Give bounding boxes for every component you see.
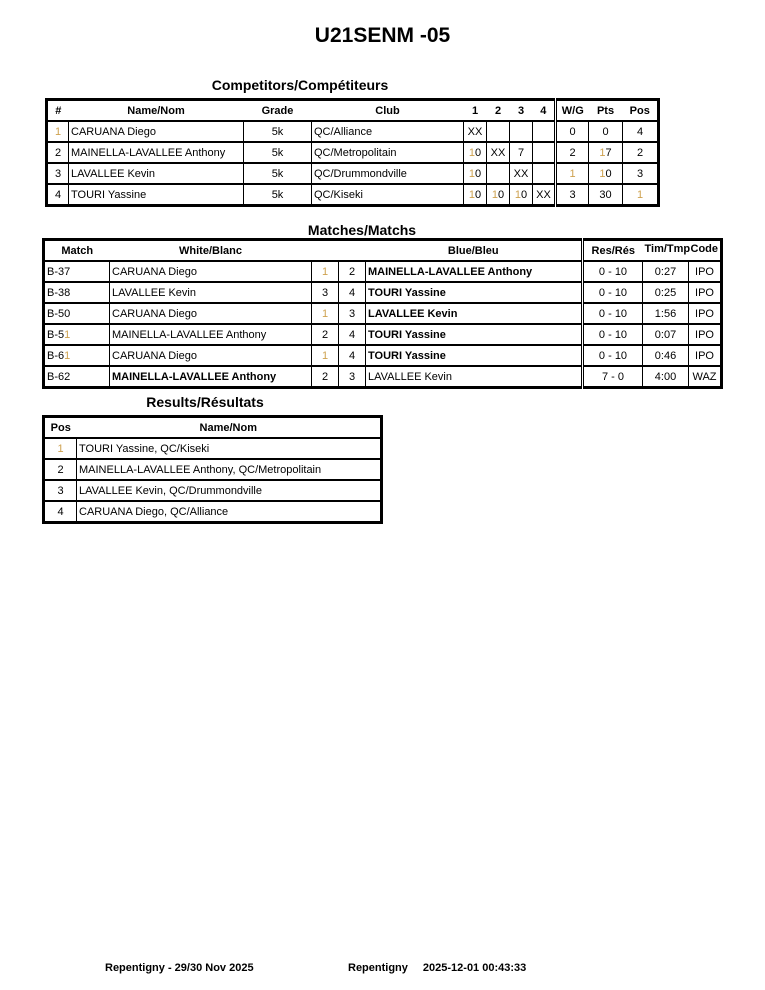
blue-player: TOURI Yassine [366,282,583,303]
result-position: 1 [44,438,77,459]
col-header-code: Code [689,240,722,262]
col-header-points: Pts [589,100,623,122]
competitor-points: 30 [589,184,623,206]
footer-venue: Repentigny [348,962,408,974]
col-header-opp4: 4 [533,100,556,122]
competitor-row [47,163,659,184]
white-player-number: 1 [312,303,339,324]
result-row [44,438,382,459]
col-header-time: Tim/Tmp [643,240,689,262]
match-code: IPO [689,303,722,324]
col-header-number: # [47,100,69,122]
col-header-white-num [312,240,339,262]
result-vs-3: XX [510,163,533,184]
blue-player-number: 4 [339,345,366,366]
competitor-points: 0 [589,121,623,142]
white-player: CARUANA Diego [110,303,312,324]
match-time: 4:00 [643,366,689,388]
result-vs-2 [487,121,510,142]
competitor-position: 1 [623,184,659,206]
match-result: 0 - 10 [583,261,643,282]
competitor-club: QC/Metropolitain [312,142,464,163]
competitor-number: 1 [47,121,69,142]
match-number: B-61 [44,345,110,366]
competitor-grade: 5k [244,121,312,142]
match-result: 7 - 0 [583,366,643,388]
result-vs-1: 10 [464,163,487,184]
match-code: IPO [689,261,722,282]
competitor-number: 3 [47,163,69,184]
col-header-position: Pos [44,417,77,439]
match-row [44,261,722,282]
competitor-club: QC/Drummondville [312,163,464,184]
competitor-wins: 3 [556,184,589,206]
competitor-club: QC/Alliance [312,121,464,142]
matches-header-row [44,240,722,262]
result-vs-3: 10 [510,184,533,206]
competitor-wins: 0 [556,121,589,142]
result-vs-4 [533,163,556,184]
matches-table [42,238,723,389]
result-vs-2: XX [487,142,510,163]
match-code: IPO [689,324,722,345]
matches-heading: Matches/Matchs [307,222,417,238]
match-time: 0:46 [643,345,689,366]
results-header-row [44,417,382,439]
blue-player: MAINELLA-LAVALLEE Anthony [366,261,583,282]
competitor-points: 10 [589,163,623,184]
white-player: MAINELLA-LAVALLEE Anthony [110,324,312,345]
match-number: B-62 [44,366,110,388]
competitor-wins: 1 [556,163,589,184]
competitor-row [47,121,659,142]
col-header-blue-num [339,240,366,262]
competitor-position: 2 [623,142,659,163]
result-vs-3 [510,121,533,142]
blue-player: LAVALLEE Kevin [366,366,583,388]
result-position: 3 [44,480,77,501]
results-table [42,415,383,524]
match-time: 1:56 [643,303,689,324]
page-title: U21SENM -05 [314,24,451,47]
competitor-grade: 5k [244,163,312,184]
col-header-opp1: 1 [464,100,487,122]
result-position: 2 [44,459,77,480]
white-player: CARUANA Diego [110,261,312,282]
match-row [44,345,722,366]
match-code: WAZ [689,366,722,388]
result-vs-3: 7 [510,142,533,163]
footer-event-date: Repentigny - 29/30 Nov 2025 [105,962,254,974]
blue-player: LAVALLEE Kevin [366,303,583,324]
competitor-wins: 2 [556,142,589,163]
match-row [44,303,722,324]
result-vs-2: 10 [487,184,510,206]
match-code: IPO [689,282,722,303]
result-vs-1: 10 [464,184,487,206]
match-code: IPO [689,345,722,366]
match-row [44,324,722,345]
col-header-match: Match [44,240,110,262]
match-time: 0:25 [643,282,689,303]
match-time: 0:07 [643,324,689,345]
match-row [44,366,722,388]
col-header-name: Name/Nom [69,100,244,122]
match-number: B-38 [44,282,110,303]
competitor-grade: 5k [244,142,312,163]
match-number: B-37 [44,261,110,282]
blue-player-number: 3 [339,303,366,324]
col-header-result: Res/Rés [583,240,643,262]
result-row [44,459,382,480]
white-player: CARUANA Diego [110,345,312,366]
match-time: 0:27 [643,261,689,282]
result-vs-2 [487,163,510,184]
match-result: 0 - 10 [583,345,643,366]
match-result: 0 - 10 [583,303,643,324]
competitor-name: TOURI Yassine [69,184,244,206]
result-vs-1: 10 [464,142,487,163]
competitor-position: 4 [623,121,659,142]
white-player: MAINELLA-LAVALLEE Anthony [110,366,312,388]
competitor-name: LAVALLEE Kevin [69,163,244,184]
competitors-table [45,98,660,207]
result-vs-1: XX [464,121,487,142]
results-heading: Results/Résultats [146,394,264,410]
result-name: LAVALLEE Kevin, QC/Drummondville [77,480,382,501]
col-header-white: White/Blanc [110,240,312,262]
white-player-number: 3 [312,282,339,303]
blue-player: TOURI Yassine [366,324,583,345]
col-header-wins: W/G [556,100,589,122]
white-player: LAVALLEE Kevin [110,282,312,303]
result-row [44,501,382,523]
white-player-number: 2 [312,324,339,345]
blue-player: TOURI Yassine [366,345,583,366]
col-header-club: Club [312,100,464,122]
col-header-position: Pos [623,100,659,122]
result-name: CARUANA Diego, QC/Alliance [77,501,382,523]
result-name: TOURI Yassine, QC/Kiseki [77,438,382,459]
match-result: 0 - 10 [583,324,643,345]
competitor-row [47,142,659,163]
result-vs-4 [533,142,556,163]
blue-player-number: 2 [339,261,366,282]
blue-player-number: 3 [339,366,366,388]
footer-print-info [348,962,526,974]
competitors-heading: Competitors/Compétiteurs [211,77,389,93]
competitor-grade: 5k [244,184,312,206]
competitor-points: 17 [589,142,623,163]
blue-player-number: 4 [339,282,366,303]
footer-timestamp: 2025-12-01 00:43:33 [422,962,527,974]
competitor-number: 2 [47,142,69,163]
result-name: MAINELLA-LAVALLEE Anthony, QC/Metropolitain [77,459,382,480]
col-header-grade: Grade [244,100,312,122]
competitor-club: QC/Kiseki [312,184,464,206]
competitors-header-row [47,100,659,122]
match-number: B-51 [44,324,110,345]
white-player-number: 2 [312,366,339,388]
col-header-opp2: 2 [487,100,510,122]
result-row [44,480,382,501]
match-result: 0 - 10 [583,282,643,303]
col-header-blue: Blue/Bleu [366,240,583,262]
match-number: B-50 [44,303,110,324]
col-header-name: Name/Nom [77,417,382,439]
competitor-number: 4 [47,184,69,206]
result-vs-4: XX [533,184,556,206]
competitor-row [47,184,659,206]
col-header-opp3: 3 [510,100,533,122]
result-position: 4 [44,501,77,523]
blue-player-number: 4 [339,324,366,345]
competitor-name: CARUANA Diego [69,121,244,142]
white-player-number: 1 [312,261,339,282]
white-player-number: 1 [312,345,339,366]
competitor-name: MAINELLA-LAVALLEE Anthony [69,142,244,163]
result-vs-4 [533,121,556,142]
competitor-position: 3 [623,163,659,184]
match-row [44,282,722,303]
